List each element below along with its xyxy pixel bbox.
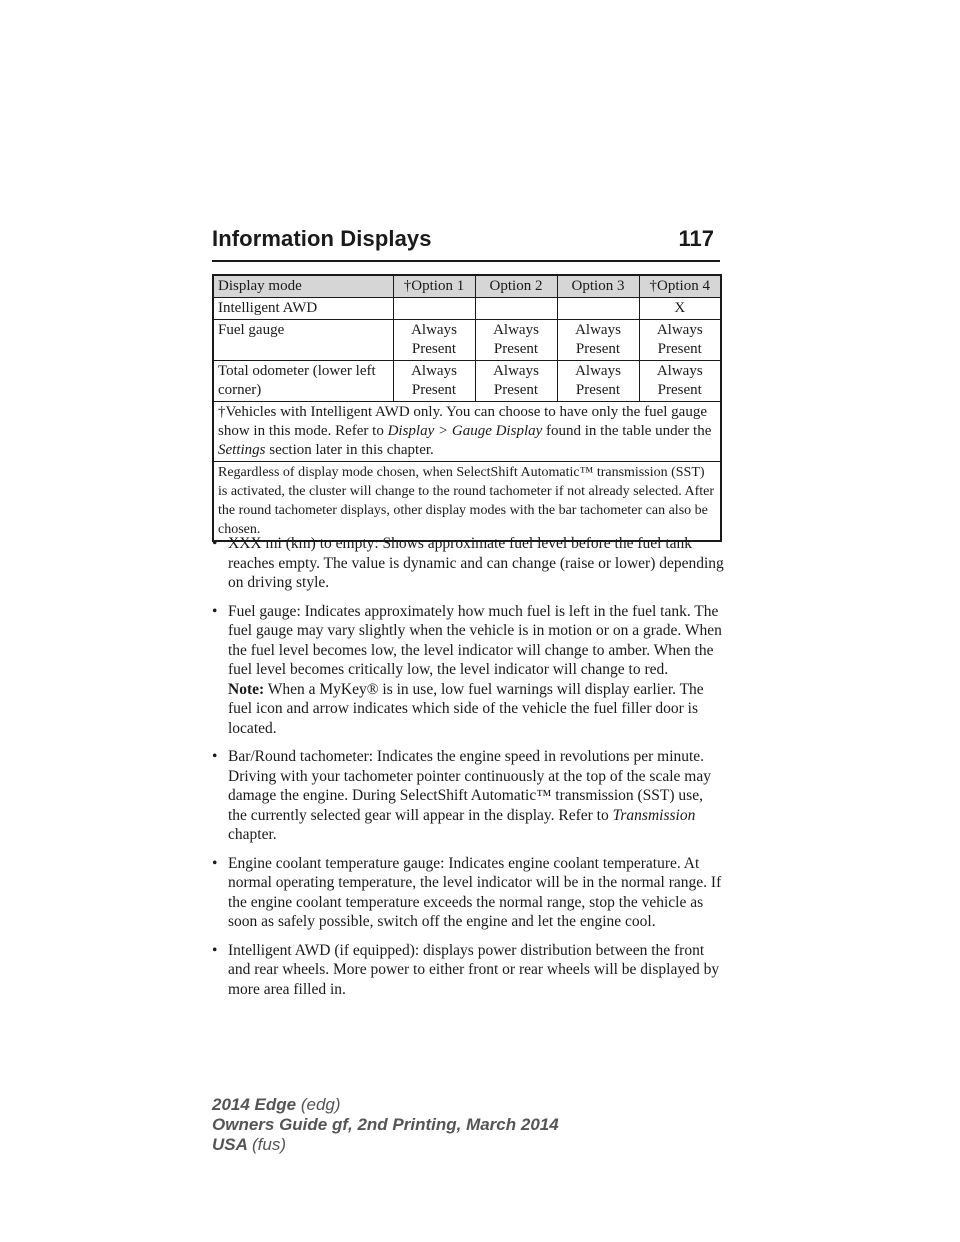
bullet-marker: •	[212, 748, 218, 765]
awd-note-text: found in the table under the	[546, 423, 712, 439]
model-code: (edg)	[300, 1095, 341, 1114]
table-cell: Always Present	[393, 320, 475, 361]
table-cell: Total odometer (lower left corner)	[213, 361, 393, 402]
table-cell: Always Present	[639, 361, 721, 402]
table-cell	[393, 298, 475, 320]
bullet-marker: •	[212, 941, 218, 959]
column-header: Display mode	[213, 275, 393, 298]
bullet-text: Intelligent AWD (if equipped): displays power distribution between the front and rear wheels. More power to either front or rear wheels will be displayed by more area filled in.	[228, 941, 720, 998]
table-cell: Always Present	[639, 320, 721, 361]
bullet-text: XXX mi (km) to empty: Shows approximate fuel level before the fuel tank reaches empty. The value is dynamic and can change (raise or lower) depending on driving style.	[228, 535, 724, 591]
list-item	[212, 854, 724, 932]
list-item	[212, 747, 724, 845]
table-cell: Always Present	[557, 361, 639, 402]
table-row	[213, 320, 721, 361]
settings-reference: Settings	[218, 442, 266, 458]
table-cell	[557, 298, 639, 320]
gauge-display-reference: Display > Gauge Display	[387, 423, 543, 439]
table-cell: Always Present	[475, 361, 557, 402]
market-name: USA	[212, 1135, 248, 1154]
bullet-list	[212, 534, 724, 1008]
footer-line: Owners Guide gf, 2nd Printing, March 2014	[212, 1115, 559, 1134]
bullet-text: chapter.	[228, 826, 277, 843]
bullet-marker: •	[212, 602, 218, 620]
bullet-marker: •	[212, 535, 218, 552]
bullet-text: Fuel gauge: Indicates approximately how much fuel is left in the fuel tank. The fuel gauge may vary slightly when the vehicle is in motion or on a grade. When the fuel level becomes low, the level indicator will change to amber. When the fuel level becomes critically low, the level indicator will change to red.	[228, 602, 722, 678]
table-cell: Always Present	[475, 320, 557, 361]
transmission-reference: Transmission	[612, 806, 696, 824]
bullet-text: Engine coolant temperature gauge: Indicates engine coolant temperature. At normal operating temperature, the level indicator will be in the normal range. If the engine coolant temperature exceeds the normal range, stop the vehicle as soon as safely possible, switch off the engine and let the engine cool.	[228, 854, 722, 930]
bullet-text: Bar/Round tachometer: Indicates the engine speed in revolutions per minute. Driving with your tachometer pointer continuously at the top of the scale may damage the engine. During SelectShift Automatic™ transmission (SST) use, the currently selected gear will appear in the display. Refer to	[228, 748, 711, 824]
column-header: Option 3	[557, 275, 639, 298]
table-cell: Always Present	[393, 361, 475, 402]
list-item	[212, 534, 724, 593]
sst-note: Regardless of display mode chosen, when SelectShift Automatic™ transmission (SST) is activated, the cluster will change to the round tachometer if not already selected. After the round tachometer displays, other display modes with the bar tachometer can also be chosen.	[213, 462, 721, 542]
table-cell: Always Present	[557, 320, 639, 361]
list-item	[212, 941, 724, 1000]
display-mode-table	[212, 274, 722, 542]
table-header-row	[213, 275, 721, 298]
page-header	[212, 226, 720, 262]
footer-line	[212, 1135, 559, 1155]
footer-line	[212, 1095, 559, 1115]
bullet-marker: •	[212, 854, 218, 872]
table-row	[213, 298, 721, 320]
table-note-row	[213, 402, 721, 462]
table-cell: Intelligent AWD	[213, 298, 393, 320]
table-note-row	[213, 462, 721, 542]
column-header: Option 2	[475, 275, 557, 298]
table-cell	[475, 298, 557, 320]
column-header: †Option 1	[393, 275, 475, 298]
awd-note	[213, 402, 721, 462]
section-title: Information Displays	[212, 226, 432, 251]
table-cell: Fuel gauge	[213, 320, 393, 361]
column-header: †Option 4	[639, 275, 721, 298]
awd-note-text: †Vehicles with Intelligent AWD only. You can choose to have only the fuel gauge show in this mode. Refer to	[218, 404, 707, 439]
model-name: 2014 Edge	[212, 1095, 297, 1114]
table-row	[213, 361, 721, 402]
awd-note-text: section later in this chapter.	[269, 442, 434, 458]
market-code: (fus)	[252, 1135, 286, 1154]
list-item	[212, 602, 724, 739]
note-text: When a MyKey® is in use, low fuel warnings will display earlier. The fuel icon and arrow indicates which side of the vehicle the fuel filler door is located.	[228, 680, 704, 737]
table-cell: X	[639, 298, 721, 320]
page-number: 117	[678, 226, 714, 251]
document-footer	[212, 1095, 559, 1155]
note-label: Note:	[228, 680, 265, 698]
